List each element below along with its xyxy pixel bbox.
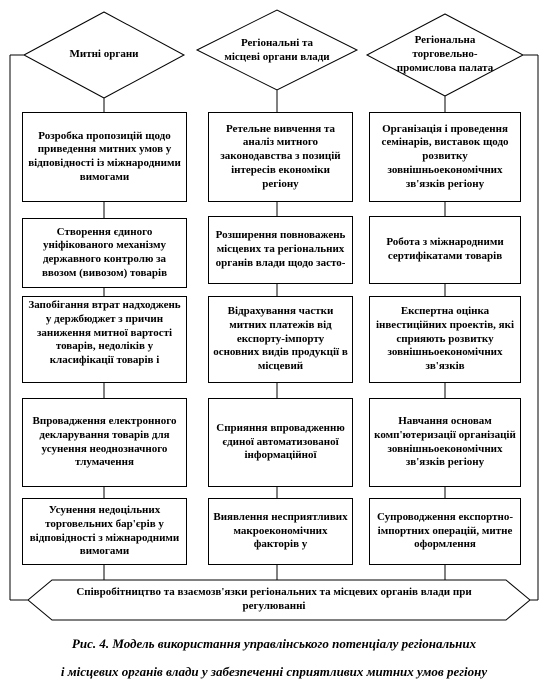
chamber-box-5: Супроводження експортно-імпортних операцій, митне оформлення: [369, 498, 521, 565]
header-chamber: Регіональна торговельно-промислова палата: [396, 34, 494, 74]
header-authorities: Регіональні та місцеві органи влади: [224, 37, 330, 63]
customs-box-2: Створення єдиного уніфікованого механізму державного контролю за ввозом (вивозом) товарів: [22, 218, 187, 288]
authorities-box-3: Відрахування частки митних платежів від експорту-імпорту основних видів продукції в місцевий: [208, 296, 353, 383]
customs-box-3: Запобігання втрат надходжень у держбюджет з причин заниження митної вартості товарів, недоліків у класифікації товарів і: [22, 296, 187, 383]
authorities-box-1: Ретельне вивчення та аналіз митного законодавства з позицій інтересів економіки регіону: [208, 112, 353, 202]
header-customs: Митні органи: [69, 48, 139, 61]
authorities-box-2: Розширення повноважень місцевих та регіональних органів влади щодо засто-: [208, 216, 353, 284]
chamber-box-2: Робота з міжнародними сертифікатами товарів: [369, 216, 521, 284]
figure-caption-line-1: Рис. 4. Модель використання управлінського потенціалу регіональних: [71, 636, 477, 651]
chamber-box-1: Організація і проведення семінарів, виставок щодо розвитку зовнішньоекономічних зв'язків регіону: [369, 112, 521, 202]
customs-box-4: Впровадження електронного декларування товарів для усунення неоднозначного тлумачення: [22, 398, 187, 487]
authorities-box-4: Сприяння впровадженню єдиної автоматизованої інформаційної: [208, 398, 353, 487]
bottom-label: Співробітництво та взаємозв'язки регіональних та місцевих органів влади при регулюванні: [76, 586, 472, 612]
customs-box-1: Розробка пропозицій щодо приведення митних умов у відповідності із міжнародними вимогами: [22, 112, 187, 202]
customs-box-5: Усунення недоцільних торговельних бар'єрів у відповідності з міжнародними вимогами: [22, 498, 187, 565]
figure-caption-line-2: і місцевих органів влади у забезпеченні сприятливих митних умов регіону: [60, 664, 488, 679]
chamber-box-4: Навчання основам комп'ютеризації організацій зовнішньоекономічних зв'язків регіону: [369, 398, 521, 487]
authorities-box-5: Виявлення несприятливих макроекономічних факторів у: [208, 498, 353, 565]
chamber-box-3: Експертна оцінка інвестиційних проектів, які сприяють розвитку зовнішньоекономічних зв'язків: [369, 296, 521, 383]
